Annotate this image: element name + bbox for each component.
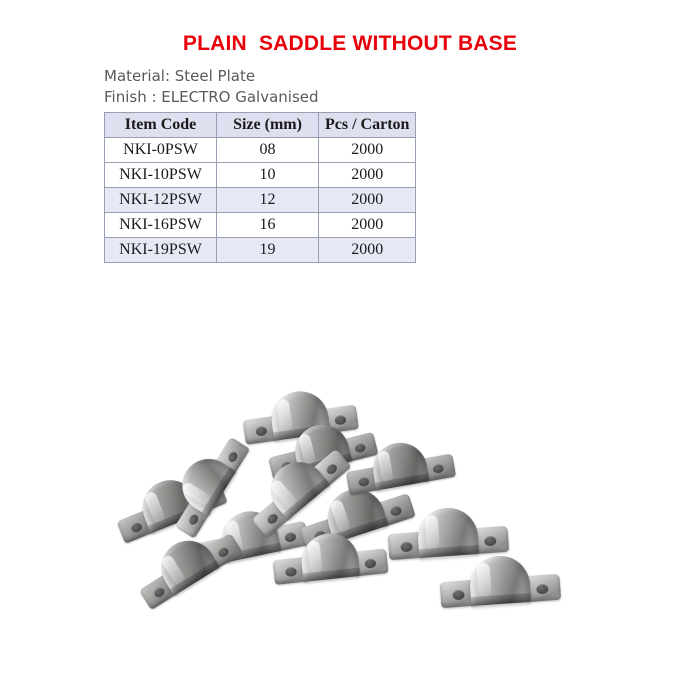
table-row bbox=[105, 188, 416, 213]
saddle-arch bbox=[468, 554, 531, 606]
table-row bbox=[105, 213, 416, 238]
table-row bbox=[105, 163, 416, 188]
screw-hole-icon bbox=[130, 521, 144, 534]
screw-hole-icon bbox=[285, 566, 297, 577]
screw-hole-icon bbox=[432, 463, 444, 474]
table-row bbox=[105, 238, 416, 263]
page-title: PLAIN SADDLE WITHOUT BASE bbox=[182, 32, 518, 55]
saddle-arch bbox=[299, 531, 360, 582]
cell-item-code: NKI-12PSW bbox=[105, 188, 217, 213]
cell-size: 10 bbox=[217, 163, 319, 188]
column-header-pcs-carton: Pcs / Carton bbox=[319, 113, 416, 138]
cell-pcs-carton: 2000 bbox=[319, 213, 416, 238]
screw-hole-icon bbox=[255, 426, 268, 437]
cell-item-code: NKI-10PSW bbox=[105, 163, 217, 188]
screw-hole-icon bbox=[484, 536, 497, 547]
column-header-size: Size (mm) bbox=[217, 113, 319, 138]
cell-size: 12 bbox=[217, 188, 319, 213]
table-header-row bbox=[105, 113, 416, 138]
cell-item-code: NKI-0PSW bbox=[105, 138, 217, 163]
saddle-item bbox=[438, 552, 562, 618]
cell-item-code: NKI-19PSW bbox=[105, 238, 217, 263]
saddle-item bbox=[270, 528, 389, 595]
table-row bbox=[105, 138, 416, 163]
material-line: Material: Steel Plate bbox=[104, 67, 256, 85]
cell-size: 19 bbox=[217, 238, 319, 263]
cell-pcs-carton: 2000 bbox=[319, 238, 416, 263]
cell-pcs-carton: 2000 bbox=[319, 188, 416, 213]
screw-hole-icon bbox=[216, 546, 230, 559]
screw-hole-icon bbox=[452, 590, 465, 601]
screw-hole-icon bbox=[358, 476, 370, 487]
cell-size: 08 bbox=[217, 138, 319, 163]
product-photo bbox=[90, 360, 610, 650]
screw-hole-icon bbox=[265, 512, 279, 526]
table-body bbox=[105, 138, 416, 263]
screw-hole-icon bbox=[536, 584, 549, 595]
screw-hole-icon bbox=[364, 558, 376, 569]
product-table bbox=[104, 112, 416, 263]
cell-pcs-carton: 2000 bbox=[319, 163, 416, 188]
saddle-arch bbox=[416, 506, 479, 558]
cell-size: 16 bbox=[217, 213, 319, 238]
table-header bbox=[105, 113, 416, 138]
cell-item-code: NKI-16PSW bbox=[105, 213, 217, 238]
column-header-item-code: Item Code bbox=[105, 113, 217, 138]
finish-line: Finish : ELECTRO Galvanised bbox=[104, 88, 319, 106]
cell-pcs-carton: 2000 bbox=[319, 138, 416, 163]
screw-hole-icon bbox=[152, 586, 166, 599]
screw-hole-icon bbox=[226, 450, 239, 464]
screw-hole-icon bbox=[400, 542, 413, 553]
specifications-block bbox=[104, 66, 319, 108]
saddle-arch bbox=[369, 439, 430, 491]
screw-hole-icon bbox=[325, 462, 339, 476]
